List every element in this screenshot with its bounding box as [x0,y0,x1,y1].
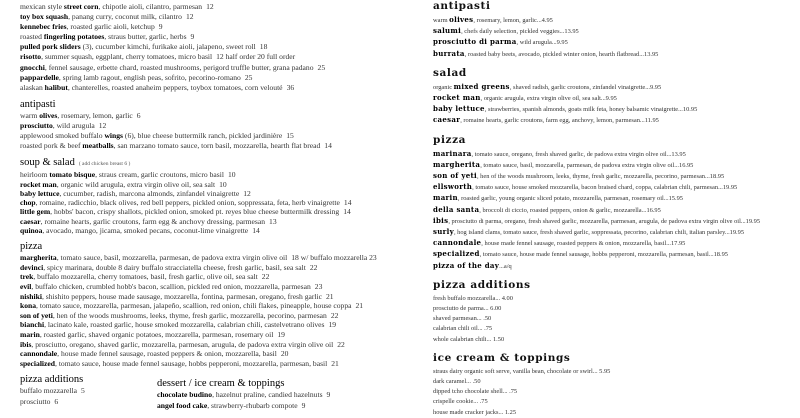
item-description: , hobbs' bacon, crispy shallots, pickled onion, smoked pt. reyes blue cheese buttermilk dressing [50,207,340,217]
menu-item [433,397,800,407]
item-prefix: prosciutto [20,396,51,406]
section-title: pizza additions [20,374,84,386]
item-prefix: warm [433,17,450,24]
item-description: , shishito peppers, house made sausage, mozzarella, fontina, parmesan, oregano, fresh garlic [41,291,322,301]
menu-item [157,390,420,400]
menu-item [20,292,420,302]
item-description: , spring lamb ragout, english peas, sofrito, pecorino-romano [58,72,241,82]
menu-item [433,15,800,26]
item-price: 14 [252,226,260,235]
item-price: 12 [243,188,251,198]
section-heading [157,378,420,390]
item-description: (6), blue cheese buttermilk ranch, pickled jardinière [123,131,283,141]
menu-section [433,279,800,345]
item-price: 10 [227,170,236,180]
menu-item [433,238,800,249]
item-name: olives [449,15,474,24]
item-prefix: alaskan [20,82,45,92]
item-name: specialized [433,249,480,259]
menu-item [20,12,420,22]
item-price: 19 [328,320,337,330]
item-price: 14 [343,198,352,208]
item-price: 9 [158,22,163,32]
item-name: little gem [20,207,51,217]
item-description: , fennel sausage, erbette chard, roasted mushrooms, perigord truffle butter, grana padano [44,62,314,72]
item-price: 12 [206,2,214,11]
menu-item [20,253,420,263]
menu-item [433,249,800,260]
section-title: pizza [433,133,467,146]
item-price: 14 [343,207,351,217]
item-description: , hazelnut praline, candied hazelnuts [212,390,323,400]
item-name: prosciutto [20,120,53,130]
item-description: , tomato sauce, house made fennel sausage, hobbs pepperoni, mozzarella, parmesan, basil [55,358,328,368]
menu-item [433,205,800,216]
item-description: , tomato sauce, mozzarella, parmesan, jalapeño, scallion, red onion, chili flakes, pineapple, house coppa [36,301,352,311]
item-description: , straus cream, garlic croutons, micro basil [95,170,224,180]
menu-item [20,180,420,189]
section-note: ( add chicken breast 6 ) [78,161,131,168]
item-price: 22 [309,262,318,272]
item-name: devinci [20,262,44,272]
item-price: 23 [314,282,323,292]
item-description: , roasted garlic, young organic sliced potato, mozzarella, parmesan, rosemary oil...15.95 [457,195,683,203]
item-name: cannondale [20,349,58,359]
item-name: bianchi [20,320,45,330]
item-description: , hen of the woods mushrooms, leeks, thyme, fresh garlic, mozzarella, pecorino, parmesan [52,310,327,320]
item-price: 20 [280,349,289,359]
item-name: meatballs [82,141,114,151]
menu-section [20,2,420,93]
item-prefix: warm [20,110,40,120]
item-name: rocket man [433,93,481,103]
menu-item [20,207,420,216]
menu-item [20,52,420,62]
item-description: , organic wild arugula, extra virgin olive oil, sea salt [56,179,216,189]
item-description: , rosemary, lemon, garlic [57,110,133,120]
item-price: 22 [261,272,270,282]
item-description: , romaine, radicchio, black olives, red bell peppers, pickled onion, soppressata, feta, herb vinaigrette [35,198,340,208]
item-price: 9 [190,32,195,42]
menu-item [433,216,800,227]
menu-item [20,320,420,330]
item-price: 14 [324,141,332,151]
section-heading [20,374,157,386]
item-price: 18 [259,42,268,52]
item-prefix: calabrian chili oil... .75 [433,325,493,333]
menu-item [20,359,420,369]
menu-item [20,301,420,311]
item-description: ...a/q [499,262,512,270]
item-price: 21 [355,301,364,311]
menu-item [20,73,420,83]
section-title: pizza additions [433,278,531,291]
section-title: soup & salad [20,157,75,169]
menu-section [20,241,420,368]
item-name: fingerling potatoes [43,32,105,42]
item-description: , hen of the woods mushroom, leeks, thyme, fresh garlic, mozzarella, pecorino, parmesan...18.95 [476,173,725,181]
item-name: chocolate budino [157,390,213,400]
item-name: pizza of the day [433,260,500,270]
item-price: 6 [136,110,141,120]
item-description: , tomato sauce, basil, mozzarella, parmesan, de padova extra virgin olive oil [56,253,288,263]
section-title: dessert / ice cream & toppings [157,378,285,390]
menu-item [433,408,800,418]
item-description: , organic arugula, extra virgin olive oil, sea salt...9.95 [480,95,617,103]
menu-item [433,49,800,60]
section-heading [20,99,420,111]
item-name: caesar [20,216,41,226]
menu-item [20,349,420,359]
item-description: , hog island clams, tomato sauce, fresh shaved garlic, soppressata, pecorino, calabrian chili, italian parsley...19.95 [453,229,745,237]
item-name: quinoa [20,226,43,235]
menu-item [20,42,420,52]
menu-item [433,314,800,324]
menu-section [157,378,420,410]
item-description: , cucumber, radish, marcona almonds, zinfandel vinaigrette [59,188,240,198]
section-heading [20,157,420,170]
item-name: cannondale [433,238,482,248]
menu-section [20,374,157,406]
item-description: , spicy marinara, double 8 dairy buffalo stracciatella cheese, fresh garlic, basil, sea salt [43,262,306,272]
menu-section [433,134,800,272]
menu-item [433,387,800,397]
section-heading [433,352,800,365]
item-name: chop [20,198,36,208]
menu-item [20,217,420,226]
item-name: toy box squash [20,12,69,22]
item-name: burrata [433,48,465,58]
item-description: , lacinato kale, roasted garlic, house smoked mozzarella, calabrian chili, castelvetrano olives [44,320,325,330]
menu-section [433,67,800,127]
section-title: salad [433,66,467,79]
left-menu [20,2,420,411]
item-description: , wild arugula [52,120,95,130]
item-name: marin [433,193,458,203]
item-price: 12 [98,120,107,130]
item-name: rocket man [20,179,57,189]
item-price: 18 w/ buffalo mozzarella 23 [291,253,377,263]
item-description: , tomato sauce, house made fennel sausage, hobbs pepperoni, mozzarella, parmesan, basil...18.95 [479,251,728,259]
item-name: evil [20,282,32,292]
item-prefix: whole calabrian chili... 1.50 [433,335,505,343]
item-name: nishiki [20,291,42,301]
item-prefix: crispelle cookie... .75 [433,398,488,406]
item-description: , san marzano tomato sauce, torn basil, mozzarella, hearth flat bread [113,141,321,151]
item-name: tomato bisque [49,170,96,180]
menu-section [433,352,800,418]
menu-item [20,340,420,350]
menu-item [20,2,420,12]
item-prefix: mexican style [20,2,64,11]
menu-item [433,171,800,182]
menu-item [433,115,800,126]
item-name: kona [20,301,37,311]
menu-item [20,263,420,273]
item-price: 22 [330,310,339,320]
item-description: , strawberry-rhubarb compote [207,400,298,410]
item-description: , roasted garlic aioli, ketchup [66,22,155,32]
menu-item [433,335,800,345]
item-description: , house made fennel sausage, roasted peppers & onion, mozzarella, basil...17.95 [481,240,686,248]
item-price: 25 [244,72,253,82]
menu-item [433,377,800,387]
menu-section [433,0,800,60]
dessert-section [157,378,420,410]
item-name: son of yeti [433,171,477,181]
item-price: 12 half order 20 full order [216,52,296,62]
item-name: margherita [433,159,481,169]
menu-item [20,141,420,151]
item-price: 25 [317,62,326,72]
section-heading [433,0,800,13]
item-prefix: buffalo mozzarella [20,386,77,396]
section-heading [433,67,800,80]
menu-section [20,99,420,151]
menu-item [20,330,420,340]
item-description: , romaine hearts, garlic croutons, farm egg & anchovy dressing, parmesan [40,216,266,226]
item-price: 15 [286,131,294,141]
section-heading [433,134,800,147]
section-title: ice cream & toppings [433,351,571,364]
item-prefix: shaved parmesan... .50 [433,315,492,323]
menu-item [433,82,800,93]
menu-item [433,37,800,48]
menu-item [433,160,800,171]
item-description: , buffalo mozzarella, cherry tomatoes, basil, fresh garlic, olive oil, sea salt [33,272,258,282]
item-price: 9 [326,390,331,400]
menu-item [20,386,157,396]
item-description: , roasted garlic, shaved organic potatoes, mozzarella, parmesan, rosemary oil [39,330,274,340]
menu-item [20,198,420,207]
item-description: , rosemary, lemon, garlic...4.95 [473,17,553,24]
item-price: 12 [185,12,194,22]
item-name: marin [20,330,40,340]
item-price: 21 [326,291,334,301]
item-name: caesar [433,115,461,125]
item-prefix: dipped tcho chocolate shell... .75 [433,388,518,396]
item-name: pappardelle [20,72,59,82]
item-price: 5 [81,386,85,396]
item-prefix: heirloom [20,170,50,180]
menu-item [20,63,420,73]
menu-item [433,227,800,238]
menu-item [20,282,420,292]
menu-item [157,401,420,411]
item-prefix: fresh buffalo mozzarella... 4.00 [433,294,513,302]
item-price: 36 [286,82,295,92]
item-description: , wild arugula...9.95 [516,39,568,47]
item-description: (3), cucumber kimchi, furikake aioli, jalapeno, sweet roll [80,42,256,52]
section-heading [433,279,800,292]
item-prefix: house made cracker jacks... 1.25 [433,408,517,416]
section-heading [20,241,420,253]
item-name: gnocchi [20,62,45,72]
item-name: olives [39,110,58,120]
item-description: , prosciutto, oregano, shaved garlic, mozzarella, parmesan, arugula, de padova extra virgin olive oil [31,339,334,349]
menu-item [20,311,420,321]
item-description: , buffalo chicken, crumbled hobb's bacon, scallion, pickled red onion, mozzarella, parmesan [31,282,311,292]
menu-item [433,324,800,334]
item-name: salumi [433,26,462,36]
item-name: baby lettuce [433,104,485,114]
item-name: baby lettuce [20,188,60,198]
item-name: margherita [20,253,57,263]
item-name: mixed greens [453,81,510,91]
item-description: , strawberries, spanish almonds, goats milk feta, honey balsamic vinaigrette...10.95 [484,106,698,114]
item-description: , house made fennel sausage, roasted peppers & onion, mozzarella, basil [57,349,277,359]
menu-item [433,261,800,272]
menu-section [20,157,420,235]
menu-item [20,131,420,141]
item-name: son of yeti [20,310,53,320]
item-description: , chefs daily selection, pickled veggies...13.95 [461,28,579,36]
menu-item [20,170,420,179]
left-menu-sections [20,2,420,368]
item-price: 21 [331,358,339,368]
menu-item [433,26,800,37]
menu-item [433,304,800,314]
menu-item [20,22,420,32]
item-description: , tomato sauce, oregano, fresh shaved garlic, de padova extra virgin olive oil...13.95 [471,150,686,158]
menu-item [433,104,800,115]
item-description: , broccoli di ciccio, roasted peppers, onion & garlic, mozzarella...16.95 [479,206,661,214]
item-description: , shaved radish, garlic croutons, zinfandel vinaigrette...9.95 [509,83,662,91]
item-name: ellsworth [433,182,473,192]
item-name: wings [104,131,124,141]
item-price: 22 [337,339,345,349]
menu-item [433,193,800,204]
item-name: marinara [433,148,472,158]
item-name: prosciutto di parma [433,37,517,47]
item-price: 13 [269,216,277,226]
menu-item [20,272,420,282]
right-menu [433,0,800,418]
pizza-additions-section [20,374,157,410]
menu-item [433,367,800,377]
item-name: street corn [63,2,99,11]
item-description: , tomato sauce, house smoked mozzarella, bacon braised chard, coppa, calabrian chili, parmesan...19.95 [472,184,738,192]
item-description: , chipotle aioli, cilantro, parmesan [98,2,203,11]
item-description: , prosciutto di parma, oregano, fresh shaved garlic, mozzarella, parmesan, arugula, de padova extra virgin olive oil...19.95 [448,217,761,225]
item-description: , panang curry, coconut milk, cilantro [68,12,182,22]
item-prefix: straus dairy organic soft serve, vanilla bean, chocolate or swirl... 5.95 [433,367,611,375]
item-description: , avocado, mango, jicama, smoked pecans, coconut-lime vinaigrette [42,226,249,235]
section-title: antipasti [433,0,491,12]
item-name: ibis [433,215,449,225]
item-price: 10 [219,179,227,189]
menu-item [20,111,420,121]
section-title: pizza [20,241,43,253]
item-description: , chanterelles, roasted anaheim peppers, toybox tomatoes, corn velouté [67,82,283,92]
menu-item [20,226,420,235]
item-prefix: dark caramel... .50 [433,378,481,386]
item-description: , straus butter, garlic, herbs [104,32,187,42]
menu-item [20,397,157,407]
item-price: 19 [277,330,285,340]
menu-item [20,32,420,42]
item-name: risotto [20,52,42,62]
menu-item [20,189,420,198]
item-name: surly [433,227,454,237]
item-price: 6 [54,396,59,406]
item-prefix: roasted pork & beef [20,141,83,151]
item-prefix: applewood smoked buffalo [20,131,105,141]
item-name: ibis [20,339,32,349]
item-name: della santa [433,204,480,214]
menu-item [433,93,800,104]
menu-item [20,121,420,131]
menu-item [433,182,800,193]
item-description: , summer squash, eggplant, cherry tomatoes, micro basil [41,52,213,62]
menu-item [20,83,420,93]
item-name: halibut [44,82,68,92]
item-description: , tomato sauce, basil, mozzarella, parmesan, de padova extra virgin olive oil...16.95 [480,161,694,169]
item-name: trek [20,272,34,282]
menu-item [433,294,800,304]
item-price: 9 [301,400,306,410]
item-description: , romaine hearts, garlic croutons, farm egg, anchovy, lemon, parmesan...11.95 [460,117,659,125]
item-name: angel food cake [157,400,208,410]
item-prefix: prosciutto de parma... 6.00 [433,305,502,313]
item-description: , roasted baby beets, avocado, pickled winter onion, hearth flatbread...13.95 [464,50,659,58]
item-prefix: roasted [20,32,44,42]
menu-item [433,149,800,160]
left-menu-bottom [20,374,420,410]
section-title: antipasti [20,98,56,110]
item-name: kennebec fries [20,22,67,32]
item-name: pulled pork sliders [20,42,81,52]
item-prefix: organic [433,83,454,91]
item-name: specialized [20,358,56,368]
